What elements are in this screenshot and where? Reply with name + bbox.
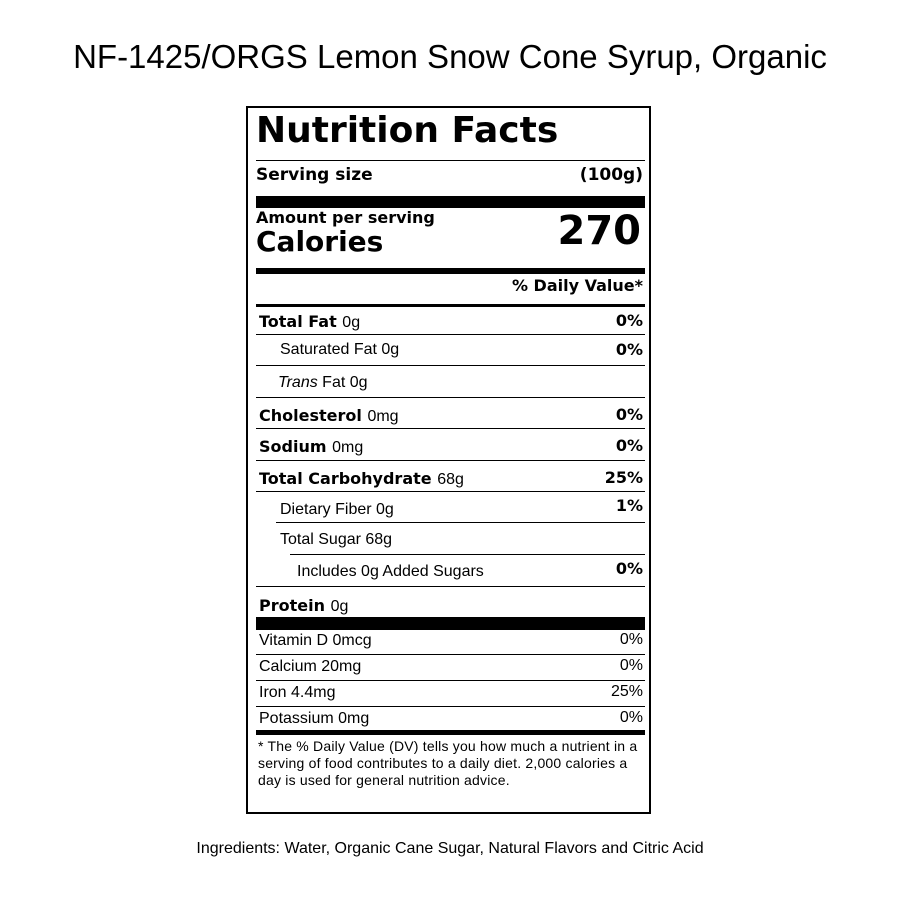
medium-divider bbox=[256, 730, 645, 735]
nutrition-facts-label bbox=[246, 106, 651, 814]
divider bbox=[256, 334, 645, 335]
nutrient-dv: 0% bbox=[615, 559, 643, 578]
calories-value: 270 bbox=[557, 208, 641, 254]
vitamin-name: Iron 4.4mg bbox=[259, 684, 336, 701]
nutrient-name: Trans Fat 0g bbox=[278, 374, 368, 391]
divider bbox=[256, 428, 645, 429]
medium-divider bbox=[256, 268, 645, 274]
divider bbox=[276, 522, 645, 523]
divider bbox=[290, 554, 645, 555]
amount-per-serving: Amount per serving bbox=[256, 208, 435, 227]
footnote: * The % Daily Value (DV) tells you how much a nutrient in a serving of food contributes to a daily diet. 2,000 calories a day is used for general nutrition advice. bbox=[258, 738, 638, 788]
nutrient-dv: 0% bbox=[615, 436, 643, 455]
nutrient-name: Dietary Fiber 0g bbox=[280, 501, 394, 518]
nutrient-name: Total Carbohydrate 68g bbox=[259, 469, 464, 488]
divider bbox=[256, 460, 645, 461]
nutrient-row-total-sugar bbox=[256, 527, 645, 557]
nutrient-name: Total Sugar 68g bbox=[280, 531, 393, 548]
divider bbox=[256, 365, 645, 366]
nutrient-row-added-sugars bbox=[256, 559, 645, 589]
nutrient-name: Saturated Fat 0g bbox=[280, 341, 400, 358]
vitamin-dv: 0% bbox=[619, 709, 643, 726]
nutrient-dv: 0% bbox=[615, 340, 643, 359]
vitamin-dv: 0% bbox=[619, 657, 643, 674]
nutrient-name: Protein 0g bbox=[259, 596, 349, 615]
nutrition-facts-heading: Nutrition Facts bbox=[256, 110, 559, 151]
nutrient-name: Cholesterol 0mg bbox=[259, 406, 399, 425]
serving-size-value: (100g) bbox=[579, 165, 643, 185]
nutrient-name: Includes 0g Added Sugars bbox=[297, 563, 484, 580]
thick-divider bbox=[256, 196, 645, 208]
ingredients-text: Ingredients: Water, Organic Cane Sugar, Natural Flavors and Citric Acid bbox=[196, 840, 704, 857]
daily-value-header-text: % Daily Value* bbox=[511, 276, 643, 295]
nutrient-row-sodium bbox=[256, 433, 645, 463]
daily-value-header bbox=[256, 276, 645, 295]
calories-label: Calories bbox=[256, 225, 384, 258]
vitamin-name: Potassium 0mg bbox=[259, 710, 370, 727]
serving-size-row bbox=[256, 165, 645, 185]
vitamin-dv: 25% bbox=[610, 683, 643, 700]
divider bbox=[256, 160, 645, 161]
nutrient-dv: 1% bbox=[615, 496, 643, 515]
vitamin-name: Vitamin D 0mcg bbox=[259, 632, 372, 649]
serving-size-label: Serving size bbox=[256, 165, 373, 185]
nutrient-dv: 0% bbox=[615, 405, 643, 424]
vitamin-name: Calcium 20mg bbox=[259, 658, 362, 675]
nutrient-name: Total Fat 0g bbox=[259, 312, 361, 331]
nutrient-name: Sodium 0mg bbox=[259, 437, 364, 456]
nutrient-row-trans-fat bbox=[256, 370, 645, 400]
product-title: NF-1425/ORGS Lemon Snow Cone Syrup, Organic bbox=[73, 38, 827, 75]
vitamin-dv: 0% bbox=[619, 631, 643, 648]
divider bbox=[256, 397, 645, 398]
nutrient-dv: 25% bbox=[604, 468, 643, 487]
divider bbox=[256, 304, 645, 307]
divider bbox=[256, 491, 645, 492]
divider bbox=[256, 586, 645, 587]
nutrient-dv: 0% bbox=[615, 311, 643, 330]
nutrient-row-saturated-fat bbox=[256, 337, 645, 367]
